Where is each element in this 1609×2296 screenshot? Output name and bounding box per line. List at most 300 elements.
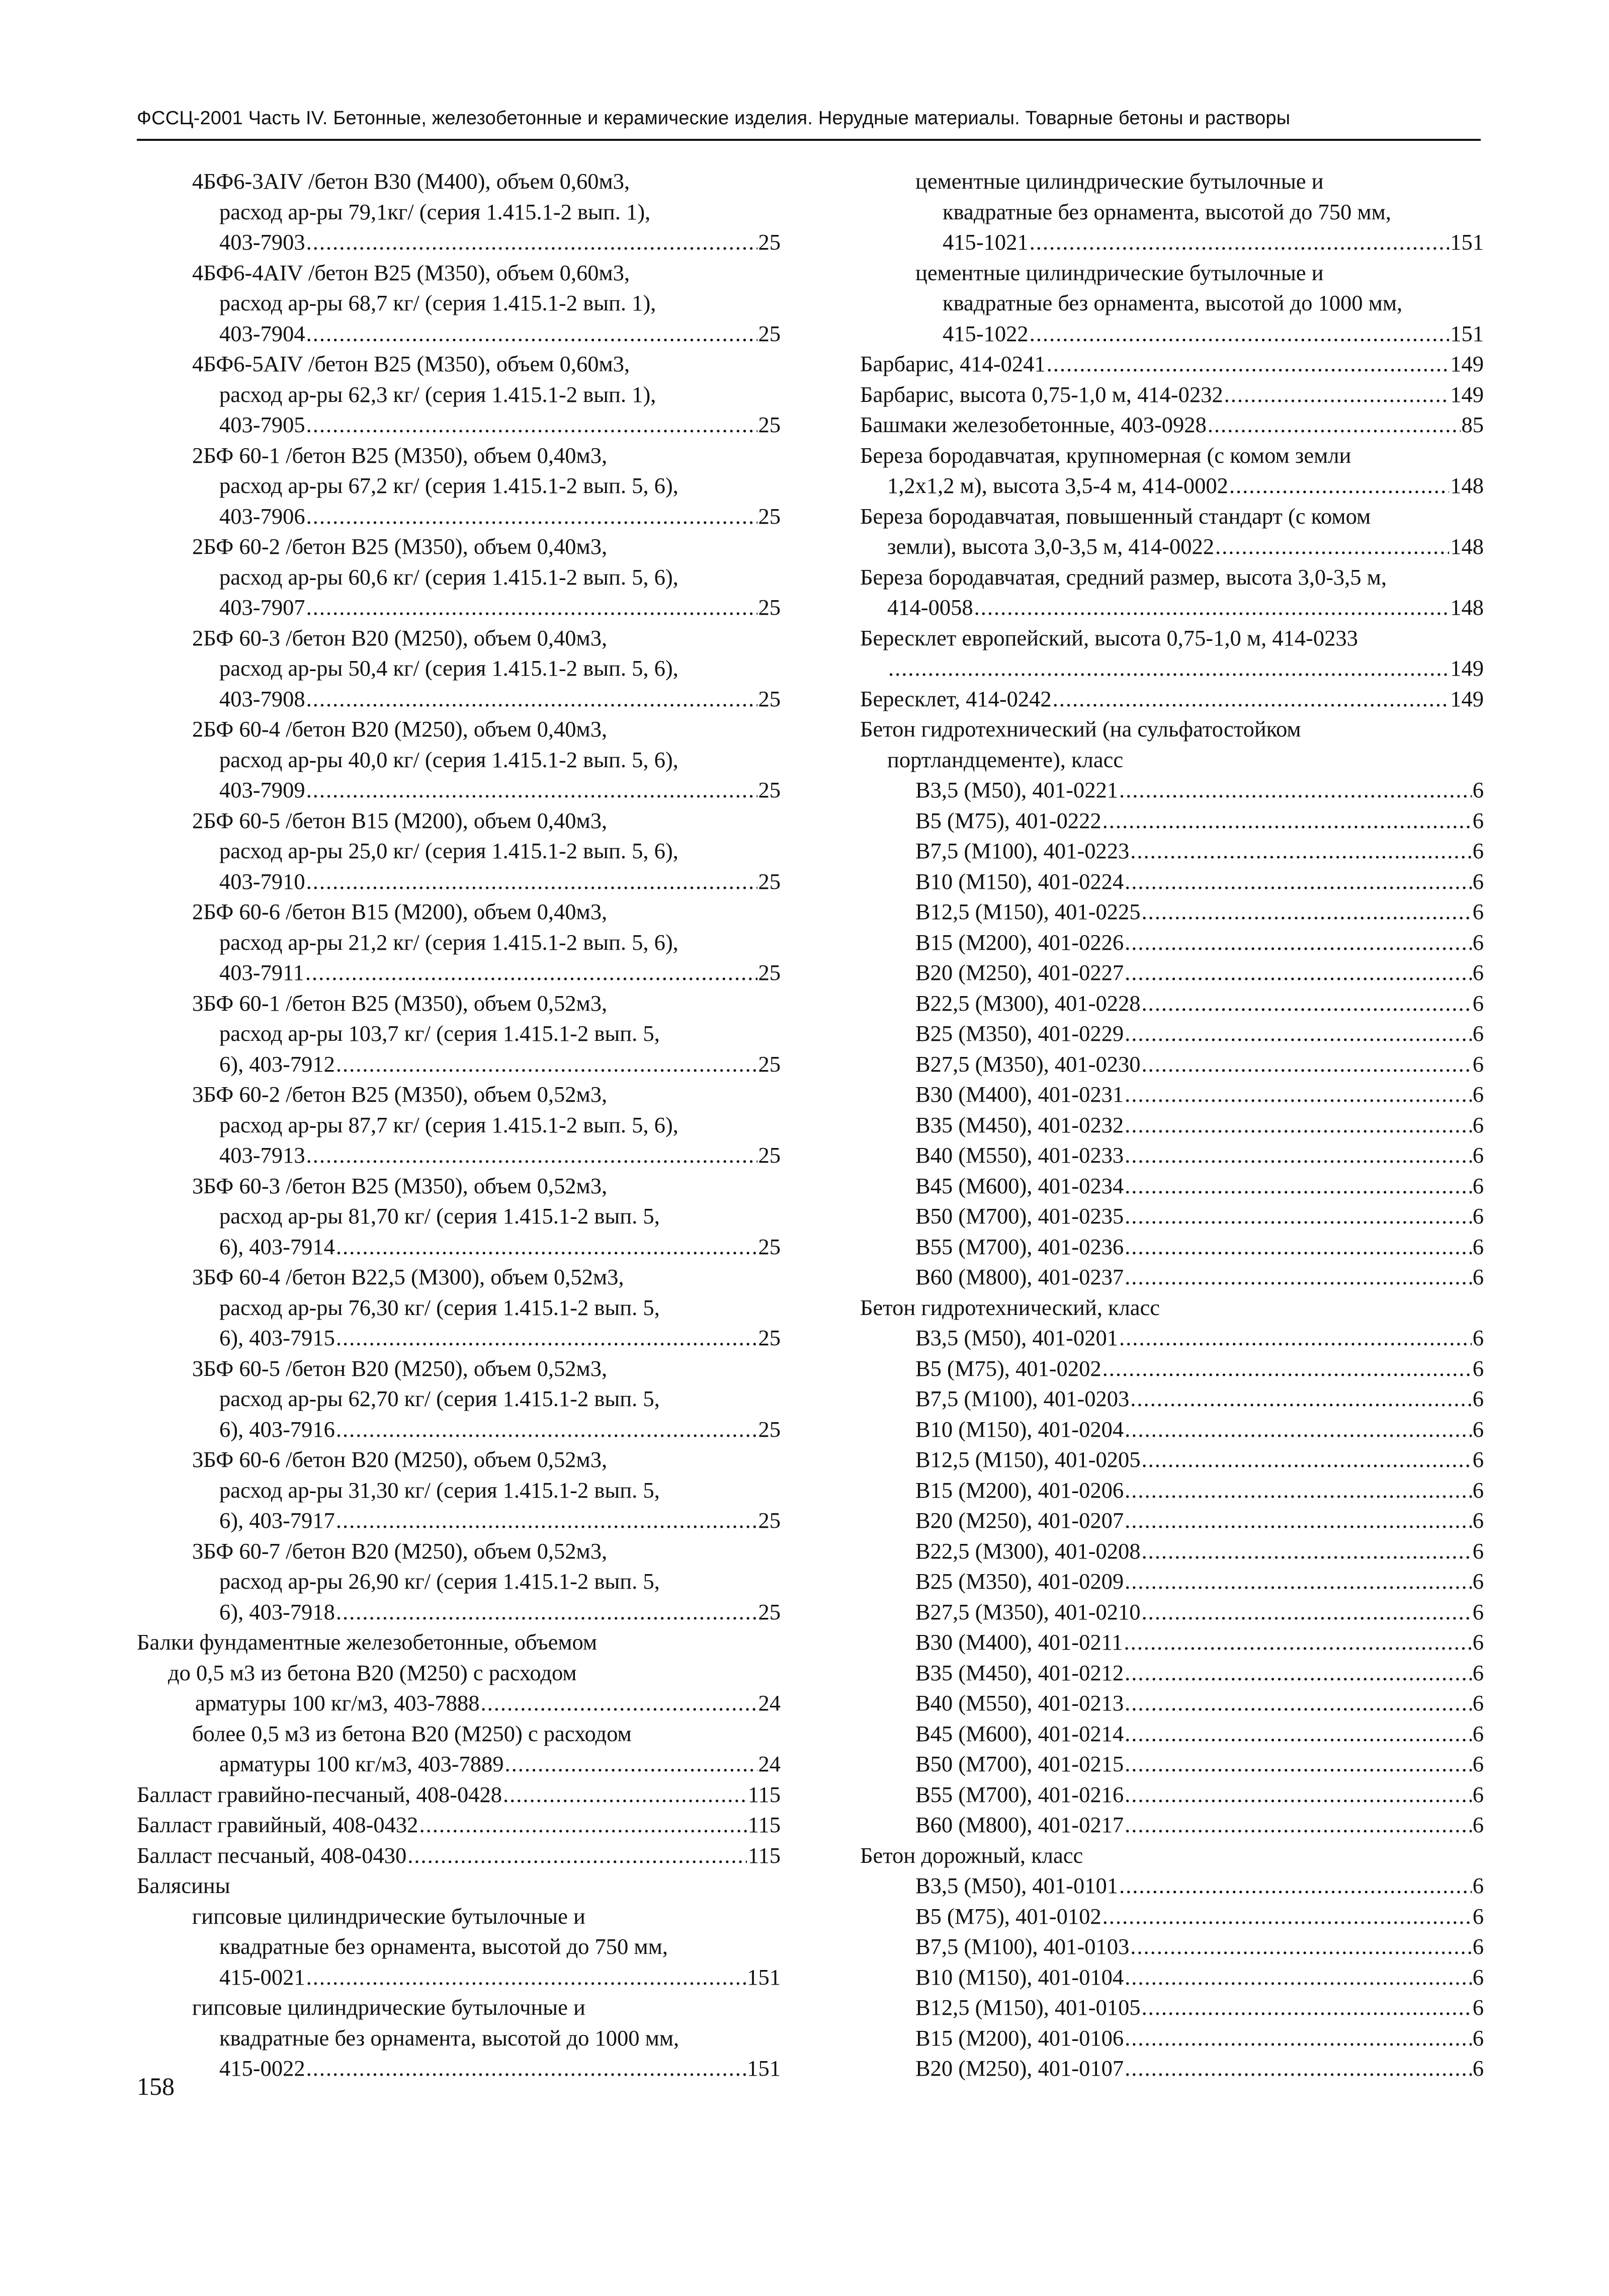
page-reference: 6 (1472, 1234, 1484, 1259)
index-entry (860, 1597, 1484, 1627)
entry-code: арматуры 100 кг/м3, 403-7888 (195, 1690, 480, 1715)
entry-code: В12,5 (М150), 401-0105 (915, 1995, 1141, 2020)
dot-leader (1119, 1870, 1472, 1901)
index-entry (137, 1444, 781, 1536)
dot-leader (1141, 1049, 1471, 1080)
page-reference: 6 (1472, 2025, 1484, 2051)
entry-text: расход ар-ры 76,30 кг/ (серия 1.415.1-2 вып. 5, (219, 1294, 660, 1320)
page-reference: 151 (1450, 229, 1484, 255)
entry-text: 2БФ 60-5 /бетон В15 (М200), объем 0,40м3, (192, 807, 608, 833)
page-reference: 6 (1472, 1447, 1484, 1472)
page-reference: 25 (758, 960, 781, 985)
dot-leader (1130, 1931, 1472, 1962)
index-entry (137, 1840, 781, 1871)
entry-code: В50 (М700), 401-0235 (915, 1203, 1124, 1228)
entry-code: В20 (М250), 401-0107 (915, 2056, 1124, 2081)
index-entry (137, 896, 781, 988)
dot-leader (1125, 1810, 1472, 1840)
page-reference: 149 (1450, 655, 1484, 681)
dot-leader (306, 775, 757, 805)
entry-text: расход ар-ры 81,70 кг/ (серия 1.415.1-2 вып. 5, (219, 1203, 660, 1228)
dot-leader (974, 592, 1450, 623)
index-entry (860, 1079, 1484, 1110)
dot-leader (1125, 1962, 1472, 1993)
dot-leader (1125, 1718, 1472, 1749)
entry-text: расход ар-ры 67,2 кг/ (серия 1.415.1-2 вып. 5, 6), (219, 473, 679, 498)
entry-text: 3БФ 60-2 /бетон В25 (М350), объем 0,52м3, (192, 1082, 608, 1107)
entry-code: 6), 403-7914 (219, 1234, 335, 1259)
index-entry (860, 379, 1484, 410)
index-entry (860, 957, 1484, 988)
entry-text: расход ар-ры 62,3 кг/ (серия 1.415.1-2 вып. 1), (219, 381, 656, 407)
index-entry (860, 1414, 1484, 1445)
entry-code: 403-7909 (219, 777, 305, 802)
page-reference: 6 (1472, 868, 1484, 894)
entry-code: 403-7911 (219, 960, 304, 985)
index-entry (860, 1140, 1484, 1171)
index-entry (860, 166, 1484, 258)
dot-leader (1125, 1749, 1472, 1779)
entry-text: квадратные без орнамента, высотой до 750 мм, (219, 1934, 668, 1959)
entry-text: 2БФ 60-2 /бетон В25 (М350), объем 0,40м3, (192, 534, 608, 559)
dot-leader (305, 957, 757, 988)
entry-text: 2БФ 60-4 /бетон В20 (М250), объем 0,40м3, (192, 716, 608, 742)
dot-leader (336, 1505, 757, 1536)
index-entry (137, 1262, 781, 1353)
entry-code: В30 (М400), 401-0211 (915, 1629, 1123, 1655)
entry-text: квадратные без орнамента, высотой до 750 мм, (943, 199, 1391, 224)
entry-code: 403-7903 (219, 229, 305, 255)
page-reference: 6 (1472, 1538, 1484, 1564)
index-entry (860, 409, 1484, 440)
index-entry (860, 2053, 1484, 2084)
index-entry (860, 1110, 1484, 1140)
index-entry (860, 684, 1484, 714)
index-entry (137, 1079, 781, 1171)
entry-text: Бетон гидротехнический (на сульфатостойком (860, 716, 1301, 742)
index-entry (860, 866, 1484, 897)
index-entry (137, 988, 781, 1080)
page-reference: 151 (747, 2056, 781, 2081)
index-entry (860, 1444, 1484, 1475)
page-reference: 151 (1450, 320, 1484, 346)
entry-text: расход ар-ры 26,90 кг/ (серия 1.415.1-2 вып. 5, (219, 1569, 660, 1594)
header-rule (137, 139, 1481, 141)
index-entry (137, 166, 781, 258)
index-entry (860, 1232, 1484, 1262)
dot-leader (306, 1962, 746, 1993)
dot-leader (1125, 1475, 1472, 1506)
entry-code: В3,5 (М50), 401-0221 (915, 777, 1118, 802)
dot-leader (1224, 379, 1450, 410)
page-reference: 25 (758, 1142, 781, 1168)
dot-leader (1125, 1201, 1472, 1232)
entry-text: квадратные без орнамента, высотой до 1000 мм, (943, 290, 1403, 315)
dot-leader (336, 1232, 757, 1262)
index-entry (860, 1840, 1484, 1871)
dot-leader (1215, 531, 1449, 562)
dot-leader (1130, 836, 1472, 866)
index-entry (137, 1870, 781, 1901)
entry-text: 3БФ 60-6 /бетон В20 (М250), объем 0,52м3, (192, 1447, 608, 1472)
dot-leader (306, 318, 757, 349)
entry-text: Бетон гидротехнический, класс (860, 1294, 1160, 1320)
page-reference: 6 (1472, 1051, 1484, 1077)
dot-leader (306, 592, 757, 623)
entry-text: расход ар-ры 68,7 кг/ (серия 1.415.1-2 вып. 1), (219, 290, 656, 315)
dot-leader (888, 653, 1449, 684)
index-entry (860, 1718, 1484, 1749)
page-reference: 6 (1472, 1021, 1484, 1046)
page-reference: 6 (1472, 1690, 1484, 1715)
dot-leader (1141, 1597, 1471, 1627)
index-entry (860, 1262, 1484, 1292)
dot-leader (1141, 896, 1471, 927)
entry-code: В35 (М450), 401-0212 (915, 1660, 1124, 1685)
index-entry (137, 714, 781, 805)
index-entry (860, 1383, 1484, 1414)
entry-code: Балласт песчаный, 408-0430 (137, 1842, 407, 1868)
dot-leader (1125, 927, 1472, 958)
dot-leader (503, 1779, 747, 1810)
dot-leader (1125, 866, 1472, 897)
entry-code: В3,5 (М50), 401-0201 (915, 1325, 1118, 1350)
dot-leader (1125, 1140, 1472, 1171)
entry-code: В25 (М350), 401-0229 (915, 1021, 1124, 1046)
page-reference: 25 (758, 1508, 781, 1533)
entry-code: 415-1021 (943, 229, 1029, 255)
page-reference: 25 (758, 320, 781, 346)
index-entry (860, 1779, 1484, 1810)
dot-leader (306, 2053, 746, 2084)
entry-code: В12,5 (М150), 401-0205 (915, 1447, 1141, 1472)
index-entry (137, 531, 781, 623)
page-number: 158 (137, 2072, 175, 2100)
dot-leader (306, 866, 757, 897)
page-reference: 25 (758, 777, 781, 802)
entry-code: 6), 403-7912 (219, 1051, 335, 1077)
entry-code: В15 (М200), 401-0106 (915, 2025, 1124, 2051)
page-reference: 6 (1472, 1112, 1484, 1137)
entry-text: цементные цилиндрические бутылочные и (915, 169, 1324, 194)
entry-text: 3БФ 60-1 /бетон В25 (М350), объем 0,52м3, (192, 990, 608, 1016)
page-reference: 25 (758, 1416, 781, 1442)
entry-code: В5 (М75), 401-0202 (915, 1355, 1102, 1381)
page-reference: 6 (1472, 807, 1484, 833)
dot-leader (1119, 775, 1472, 805)
index-entry (860, 258, 1484, 349)
entry-code: В5 (М75), 401-0102 (915, 1903, 1102, 1929)
index-entry (860, 927, 1484, 958)
entry-code: 6), 403-7918 (219, 1599, 335, 1624)
entry-text: расход ар-ры 31,30 кг/ (серия 1.415.1-2 вып. 5, (219, 1477, 660, 1503)
entry-code: В50 (М700), 401-0215 (915, 1751, 1124, 1776)
index-entry (137, 1810, 781, 1840)
entry-code: В25 (М350), 401-0209 (915, 1569, 1124, 1594)
page-reference: 6 (1472, 1599, 1484, 1624)
entry-text: Береза бородавчатая, средний размер, высота 3,0-3,5 м, (860, 564, 1387, 590)
dot-leader (1130, 1383, 1472, 1414)
page-reference: 25 (758, 595, 781, 620)
index-entry (860, 1870, 1484, 1901)
dot-leader (306, 1140, 757, 1171)
index-entry (860, 1627, 1484, 1658)
page-reference: 6 (1472, 1751, 1484, 1776)
index-entry (860, 440, 1484, 501)
entry-text: Бересклет европейский, высота 0,75-1,0 м, 414-0233 (860, 625, 1358, 650)
running-header: ФССЦ-2001 Часть IV. Бетонные, железобетонные и керамические изделия. Нерудные материалы. Товарные бетоны и растворы (137, 108, 1291, 129)
dot-leader (1141, 1536, 1471, 1567)
page-reference: 6 (1472, 1416, 1484, 1442)
page-reference: 6 (1472, 838, 1484, 863)
entry-code: 6), 403-7915 (219, 1325, 335, 1350)
entry-code: В12,5 (М150), 401-0225 (915, 899, 1141, 924)
entry-text: 4БФ6-5AIV /бетон В25 (М350), объем 0,60м3, (192, 351, 630, 376)
page-reference: 6 (1472, 1569, 1484, 1594)
entry-text: 2БФ 60-3 /бетон В20 (М250), объем 0,40м3, (192, 625, 608, 650)
entry-code: В15 (М200), 401-0226 (915, 929, 1124, 955)
index-entry (860, 1201, 1484, 1232)
entry-text: 2БФ 60-6 /бетон В15 (М200), объем 0,40м3, (192, 899, 608, 924)
index-column-left (137, 166, 781, 2084)
dot-leader (1125, 1232, 1472, 1262)
page-reference: 6 (1472, 1173, 1484, 1198)
entry-code: Бересклет, 414-0242 (860, 686, 1052, 711)
page-reference: 25 (758, 1325, 781, 1350)
entry-text: портландцементе), класс (887, 747, 1124, 772)
index-entry (860, 1323, 1484, 1353)
index-entry (137, 1901, 781, 1993)
dot-leader (336, 1049, 757, 1080)
entry-code: В45 (М600), 401-0214 (915, 1720, 1124, 1746)
entry-code: В60 (М800), 401-0237 (915, 1264, 1124, 1289)
entry-code: В30 (М400), 401-0231 (915, 1082, 1124, 1107)
dot-leader (1053, 684, 1450, 714)
entry-text: 3БФ 60-3 /бетон В25 (М350), объем 0,52м3, (192, 1173, 608, 1198)
dot-leader (1125, 1171, 1472, 1201)
index-entry (137, 623, 781, 714)
entry-code: В5 (М75), 401-0222 (915, 807, 1102, 833)
dot-leader (1103, 1353, 1472, 1384)
entry-code: 403-7905 (219, 412, 305, 437)
entry-text: гипсовые цилиндрические бутылочные и (192, 1903, 585, 1929)
entry-code: В10 (М150), 401-0204 (915, 1416, 1124, 1442)
page-reference: 25 (758, 1234, 781, 1259)
page-reference: 115 (747, 1781, 781, 1807)
dot-leader (1125, 1110, 1472, 1140)
page-reference: 149 (1450, 351, 1484, 376)
index-entry (860, 1962, 1484, 1993)
index-entry (860, 1018, 1484, 1049)
dot-leader (1103, 1901, 1472, 1932)
index-entry (860, 349, 1484, 379)
index-entry (860, 1292, 1484, 1323)
index-entry (137, 1536, 781, 1627)
dot-leader (306, 684, 757, 714)
page-reference: 6 (1472, 1660, 1484, 1685)
dot-leader (1125, 1779, 1472, 1810)
dot-leader (1125, 2023, 1472, 2054)
entry-text: Балки фундаментные железобетонные, объемом (137, 1629, 598, 1655)
entry-code: В7,5 (М100), 401-0103 (915, 1934, 1130, 1959)
page-reference: 6 (1472, 960, 1484, 985)
dot-leader (336, 1597, 757, 1627)
dot-leader (1125, 1688, 1472, 1718)
page-reference: 24 (758, 1690, 781, 1715)
entry-code: 415-1022 (943, 320, 1029, 346)
index-entry (860, 1658, 1484, 1688)
page-reference: 6 (1472, 990, 1484, 1016)
page-reference: 6 (1472, 929, 1484, 955)
index-entry (137, 1992, 781, 2084)
index-entry (860, 1171, 1484, 1201)
index-entry (860, 896, 1484, 927)
entry-code: В10 (М150), 401-0224 (915, 868, 1124, 894)
entry-code: В40 (М550), 401-0213 (915, 1690, 1124, 1715)
entry-code: земли), высота 3,0-3,5 м, 414-0022 (887, 534, 1214, 559)
entry-code: Барбарис, 414-0241 (860, 351, 1046, 376)
page-reference: 149 (1450, 381, 1484, 407)
entry-code: В40 (М550), 401-0233 (915, 1142, 1124, 1168)
index-entry (860, 714, 1484, 775)
page-reference: 25 (758, 1051, 781, 1077)
entry-code: В35 (М450), 401-0232 (915, 1112, 1124, 1137)
dot-leader (419, 1810, 746, 1840)
entry-code: 403-7913 (219, 1142, 305, 1168)
index-entry (860, 805, 1484, 836)
index-entry (860, 2023, 1484, 2054)
dot-leader (1125, 1566, 1472, 1597)
page-reference: 85 (1461, 412, 1484, 437)
page-reference: 6 (1472, 1873, 1484, 1898)
dot-leader (1030, 318, 1450, 349)
dot-leader (336, 1414, 757, 1445)
entry-code: В22,5 (М300), 401-0228 (915, 990, 1141, 1016)
entry-text: 2БФ 60-1 /бетон В25 (М350), объем 0,40м3, (192, 442, 608, 468)
index-column-right (860, 166, 1484, 2084)
page-reference: 6 (1472, 1386, 1484, 1411)
entry-code: арматуры 100 кг/м3, 403-7889 (219, 1751, 504, 1776)
page-reference: 6 (1472, 1812, 1484, 1837)
dot-leader (505, 1749, 757, 1779)
index-entry (860, 562, 1484, 623)
entry-code: В20 (М250), 401-0227 (915, 960, 1124, 985)
entry-text: до 0,5 м3 из бетона В20 (М250) с расходом (168, 1660, 577, 1685)
dot-leader (1125, 1262, 1472, 1292)
entry-code: В55 (М700), 401-0216 (915, 1781, 1124, 1807)
index-entry (860, 1688, 1484, 1718)
page-reference: 149 (1450, 686, 1484, 711)
entry-text: расход ар-ры 87,7 кг/ (серия 1.415.1-2 вып. 5, 6), (219, 1112, 679, 1137)
index-entry (860, 1992, 1484, 2023)
entry-text: расход ар-ры 50,4 кг/ (серия 1.415.1-2 вып. 5, 6), (219, 655, 679, 681)
page-reference: 6 (1472, 1477, 1484, 1503)
page-reference: 25 (758, 686, 781, 711)
entry-text: расход ар-ры 25,0 кг/ (серия 1.415.1-2 вып. 5, 6), (219, 838, 679, 863)
dot-leader (1141, 988, 1471, 1019)
dot-leader (1047, 349, 1450, 379)
dot-leader (306, 501, 757, 532)
entry-code: В3,5 (М50), 401-0101 (915, 1873, 1118, 1898)
dot-leader (1125, 957, 1472, 988)
index-entry (860, 623, 1484, 684)
entry-text: 4БФ6-4AIV /бетон В25 (М350), объем 0,60м3, (192, 260, 630, 285)
index-entry (860, 1505, 1484, 1536)
entry-code: В60 (М800), 401-0217 (915, 1812, 1124, 1837)
page-reference: 6 (1472, 2056, 1484, 2081)
entry-code: В27,5 (М350), 401-0230 (915, 1051, 1141, 1077)
dot-leader (306, 409, 757, 440)
page-reference: 6 (1472, 777, 1484, 802)
entry-text: расход ар-ры 62,70 кг/ (серия 1.415.1-2 вып. 5, (219, 1386, 660, 1411)
entry-text: расход ар-ры 103,7 кг/ (серия 1.415.1-2 вып. 5, (219, 1021, 660, 1046)
page-reference: 151 (747, 1964, 781, 1990)
entry-code: В7,5 (М100), 401-0223 (915, 838, 1130, 863)
entry-text: 3БФ 60-5 /бетон В20 (М250), объем 0,52м3, (192, 1355, 608, 1381)
dot-leader (407, 1840, 747, 1871)
page-reference: 6 (1472, 1903, 1484, 1929)
dot-leader (1125, 2053, 1472, 2084)
dot-leader (1125, 1018, 1472, 1049)
entry-text: расход ар-ры 79,1кг/ (серия 1.415.1-2 вып. 1), (219, 199, 651, 224)
page-reference: 115 (747, 1812, 781, 1837)
dot-leader (1141, 1444, 1471, 1475)
entry-code: 403-7907 (219, 595, 305, 620)
index-entry (137, 440, 781, 532)
page-reference: 6 (1472, 1082, 1484, 1107)
dot-leader (306, 227, 757, 258)
dot-leader (1141, 1992, 1471, 2023)
entry-text: расход ар-ры 60,6 кг/ (серия 1.415.1-2 вып. 5, 6), (219, 564, 679, 590)
index-entry (860, 1536, 1484, 1567)
entry-code: В27,5 (М350), 401-0210 (915, 1599, 1141, 1624)
entry-code: Барбарис, высота 0,75-1,0 м, 414-0232 (860, 381, 1223, 407)
entry-code: В7,5 (М100), 401-0203 (915, 1386, 1130, 1411)
page-reference: 6 (1472, 1355, 1484, 1381)
entry-text: 4БФ6-3AIV /бетон В30 (М400), объем 0,60м3, (192, 169, 630, 194)
page-reference: 6 (1472, 1995, 1484, 2020)
page-reference: 25 (758, 868, 781, 894)
index-entry (860, 1810, 1484, 1840)
index-entry (137, 1353, 781, 1445)
entry-code: 1,2х1,2 м), высота 3,5-4 м, 414-0002 (887, 473, 1228, 498)
page-reference: 6 (1472, 1325, 1484, 1350)
entry-text: 3БФ 60-7 /бетон В20 (М250), объем 0,52м3, (192, 1538, 608, 1564)
index-entry (137, 1779, 781, 1810)
index-entry (860, 1566, 1484, 1597)
page-reference: 24 (758, 1751, 781, 1776)
entry-code: 415-0021 (219, 1964, 305, 1990)
entry-code: 403-7908 (219, 686, 305, 711)
entry-code: 6), 403-7916 (219, 1416, 335, 1442)
page-reference: 25 (758, 412, 781, 437)
page-reference: 6 (1472, 1720, 1484, 1746)
index-entry (860, 836, 1484, 866)
entry-text: расход ар-ры 40,0 кг/ (серия 1.415.1-2 вып. 5, 6), (219, 747, 679, 772)
entry-text: Бетон дорожный, класс (860, 1842, 1083, 1868)
entry-code: В15 (М200), 401-0206 (915, 1477, 1124, 1503)
page-reference: 6 (1472, 1142, 1484, 1168)
page-reference: 148 (1450, 473, 1484, 498)
dot-leader (1125, 1414, 1472, 1445)
entry-code: В10 (М150), 401-0104 (915, 1964, 1124, 1990)
dot-leader (1208, 409, 1461, 440)
entry-code: 6), 403-7917 (219, 1508, 335, 1533)
index-entry (860, 1353, 1484, 1384)
entry-code: 403-7906 (219, 503, 305, 529)
entry-code: В20 (М250), 401-0207 (915, 1508, 1124, 1533)
page-reference: 6 (1472, 899, 1484, 924)
